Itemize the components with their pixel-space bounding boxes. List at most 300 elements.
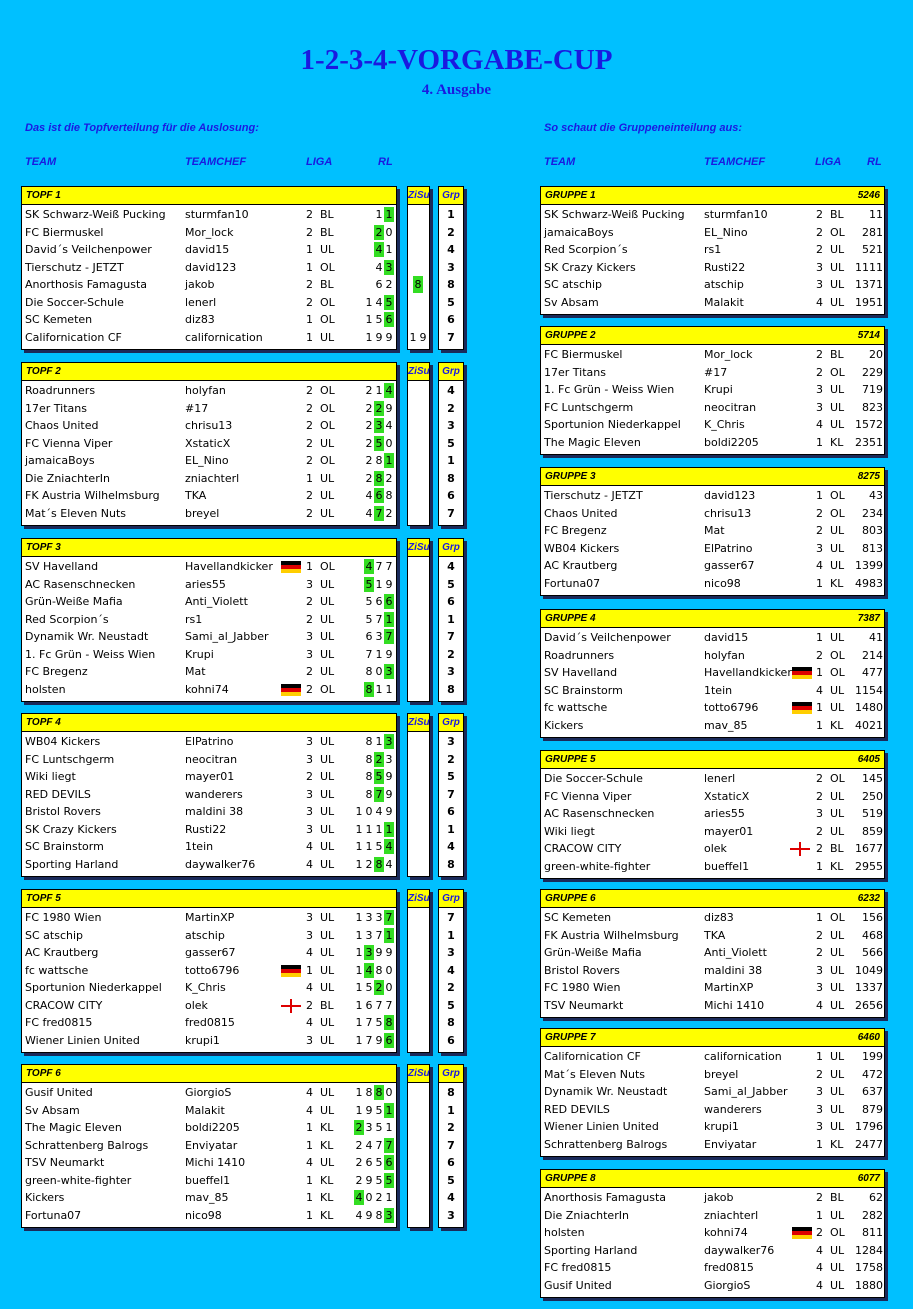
- rl-digit: 5: [375, 1156, 383, 1169]
- pot-rl-digits: [364, 417, 394, 434]
- group-rl-value: 1796: [855, 1120, 883, 1133]
- pot-teamchef: Krupi: [185, 647, 214, 661]
- group-liga-number: 1: [816, 489, 823, 502]
- pot-team-name: Roadrunners: [25, 384, 96, 397]
- group-team-name: Chaos United: [544, 506, 618, 520]
- zisu-header: ZiSu: [407, 713, 430, 732]
- group-name: GRUPPE 2: [545, 330, 596, 341]
- pot-team-name: holsten: [25, 682, 66, 696]
- pot-liga-level: UL: [320, 840, 335, 853]
- group-rl-value: 477: [862, 666, 883, 679]
- group-liga-level: UL: [830, 946, 845, 959]
- group-liga-number: 1: [816, 701, 823, 714]
- pot-rl-digits: [354, 927, 394, 944]
- pot-teamchef: TKA: [185, 489, 207, 502]
- pot-group-number: 7: [447, 1138, 455, 1152]
- grp-header: Grp: [438, 713, 464, 732]
- group-team-name: SC Brainstorm: [544, 683, 623, 697]
- pot-team-name: Tierschutz - JETZT: [25, 260, 124, 274]
- rl-digit: 7: [375, 1138, 383, 1152]
- group-teamchef: #17: [704, 365, 728, 379]
- pot-liga-level: UL: [320, 1103, 335, 1117]
- group-rl-value: 1758: [855, 1261, 883, 1274]
- pot-rl-digits: [354, 909, 394, 926]
- group-total: 6460: [857, 1032, 880, 1043]
- group-liga-level: UL: [830, 541, 845, 555]
- pot-group-number: 5: [447, 577, 455, 591]
- group-team-name: green-white-fighter: [544, 859, 651, 873]
- group-total: 6232: [857, 893, 880, 904]
- rl-digit: 1: [385, 612, 393, 626]
- rl-digit: 4: [365, 506, 373, 520]
- pot-teamchef: Michi 1410: [185, 1156, 246, 1169]
- pot-liga-level: UL: [320, 471, 335, 485]
- pot-rl-digits: [364, 786, 394, 803]
- group-team-name: 1. Fc Grün - Weiss Wien: [544, 383, 675, 396]
- rl-digit: 1: [355, 1086, 363, 1099]
- group-teamchef: david123: [704, 489, 756, 502]
- group-teamchef: aries55: [704, 807, 745, 820]
- rl-digit: 2: [375, 752, 383, 766]
- rl-digit: 3: [385, 1208, 393, 1222]
- pot-group-number: 1: [447, 822, 455, 836]
- rl-digit: 6: [365, 630, 373, 643]
- pot-liga-number: 3: [306, 822, 313, 836]
- rl-digit: 6: [385, 1033, 393, 1047]
- pot-liga-level: UL: [320, 822, 335, 836]
- rl-digit: 8: [365, 787, 373, 801]
- group-rl-value: 229: [862, 365, 883, 379]
- group-rl-value: 719: [862, 383, 883, 396]
- group-teamchef: bueffel1: [704, 859, 750, 873]
- pot-caption: Das ist die Topfverteilung für die Auslosung:: [25, 122, 259, 134]
- rl-digit: 9: [375, 946, 383, 959]
- group-liga-number: 3: [816, 963, 823, 977]
- group-rl-value: 2477: [855, 1137, 883, 1151]
- pot-rl-digits: [354, 1119, 394, 1136]
- rl-digit: 7: [385, 911, 393, 924]
- group-team-name: Californication CF: [544, 1050, 641, 1063]
- grp-header: Grp: [438, 186, 464, 205]
- pot-group-number: 3: [447, 946, 455, 959]
- group-rl-value: 1399: [855, 559, 883, 572]
- group-liga-level: BL: [830, 348, 844, 361]
- rl-digit: 8: [365, 735, 373, 748]
- pot-teamchef: breyel: [185, 506, 220, 520]
- pot-rl-digits: [354, 1014, 394, 1031]
- pot-teamchef: jakob: [185, 278, 215, 291]
- group-teamchef: Enviyatar: [704, 1137, 757, 1151]
- pot-team-name: Sportunion Niederkappel: [25, 981, 162, 994]
- group-teamchef: neocitran: [704, 400, 757, 414]
- pot-group-number: 4: [447, 560, 455, 573]
- group-rl-value: 803: [862, 524, 883, 537]
- germany-flag-icon: [281, 965, 301, 977]
- rl-digit: 9: [385, 330, 393, 344]
- rl-digit: 2: [375, 401, 383, 415]
- group-teamchef: jakob: [704, 1191, 734, 1204]
- group-teamchef: 1tein: [704, 683, 733, 697]
- group-team-name: holsten: [544, 1226, 585, 1239]
- group-rl-value: 234: [862, 506, 883, 520]
- group-liga-number: 2: [816, 208, 823, 221]
- pot-rl-digits: [364, 400, 394, 417]
- group-total: 7387: [857, 613, 880, 624]
- group-liga-level: UL: [830, 998, 845, 1012]
- zisu-header: ZiSu: [407, 362, 430, 381]
- group-liga-level: BL: [830, 208, 844, 221]
- group-liga-number: 1: [816, 911, 823, 924]
- pot-group-number: 3: [447, 665, 455, 678]
- pot-liga-number: 1: [306, 260, 313, 274]
- pot-liga-level: OL: [320, 260, 335, 274]
- pot-liga-number: 2: [306, 436, 313, 450]
- pot-liga-number: 3: [306, 752, 313, 766]
- col-header-rl: RL: [378, 156, 393, 168]
- pot-rl-digits: [354, 838, 394, 855]
- rl-digit: 1: [355, 1033, 363, 1047]
- group-teamchef: maldini 38: [704, 963, 763, 977]
- group-rl-value: 20: [869, 348, 883, 361]
- pot-teamchef: Sami_al_Jabber: [185, 630, 269, 643]
- rl-digit: 2: [375, 225, 383, 239]
- group-team-name: Red Scorpion´s: [544, 243, 628, 256]
- pot-teamchef: boldi2205: [185, 1121, 240, 1134]
- group-liga-number: 3: [816, 1102, 823, 1116]
- pot-team-name: FC fred0815: [25, 1016, 93, 1029]
- pot-teamchef: GiorgioS: [185, 1086, 232, 1099]
- rl-digit: 1: [385, 208, 393, 221]
- group-teamchef: olek: [704, 842, 727, 855]
- rl-digit: 2: [375, 1191, 383, 1204]
- rl-digit: 1: [355, 946, 363, 959]
- pot-liga-level: OL: [320, 419, 335, 432]
- pot-liga-level: UL: [320, 612, 335, 626]
- pot-rl-digits: [354, 1189, 394, 1206]
- rl-digit: 2: [355, 1173, 363, 1187]
- pot-teamchef: olek: [185, 998, 208, 1012]
- pot-liga-level: UL: [320, 770, 335, 783]
- pot-liga-number: 4: [306, 1016, 313, 1029]
- pot-liga-number: 1: [306, 1173, 313, 1187]
- group-teamchef: atschip: [704, 278, 744, 291]
- pot-teamchef: Mor_lock: [185, 225, 234, 239]
- pot-liga-number: 3: [306, 805, 313, 818]
- pot-team-name: Californication CF: [25, 330, 122, 344]
- pot-liga-level: UL: [320, 787, 335, 801]
- rl-digit: 6: [375, 489, 383, 502]
- pot-liga-number: 4: [306, 840, 313, 853]
- rl-digit: 1: [385, 243, 393, 256]
- rl-digit: 5: [375, 1016, 383, 1029]
- rl-digit: 5: [385, 1173, 393, 1187]
- rl-digit: 2: [365, 419, 373, 432]
- rl-digit: 1: [385, 454, 393, 467]
- rl-digit: 9: [385, 770, 393, 783]
- pot-teamchef: bueffel1: [185, 1173, 231, 1187]
- group-rl-value: 637: [862, 1085, 883, 1098]
- pot-teamchef: 1tein: [185, 840, 214, 853]
- pot-liga-number: 3: [306, 647, 313, 661]
- pot-group-number: 6: [447, 805, 455, 818]
- group-rl-value: 813: [862, 541, 883, 555]
- group-rl-value: 4021: [855, 718, 883, 732]
- rl-digit: 7: [375, 560, 383, 573]
- group-team-name: FC Luntschgerm: [544, 400, 634, 414]
- grp-header: Grp: [438, 538, 464, 557]
- rl-digit: 2: [385, 471, 393, 485]
- pot-team-name: AC Rasenschnecken: [25, 577, 136, 591]
- rl-digit: 7: [375, 928, 383, 942]
- rl-digit: 7: [375, 998, 383, 1012]
- pot-liga-number: 2: [306, 998, 313, 1012]
- pot-rl-digits: [364, 382, 394, 399]
- rl-digit: 7: [365, 647, 373, 661]
- rl-digit: 8: [375, 857, 383, 871]
- pot-liga-number: 2: [306, 489, 313, 502]
- rl-digit: 0: [385, 1086, 393, 1099]
- group-liga-level: UL: [830, 824, 845, 838]
- group-team-name: FK Austria Wilhelmsburg: [544, 928, 679, 942]
- group-header: [540, 467, 885, 486]
- pot-liga-level: UL: [320, 1156, 335, 1169]
- group-name: GRUPPE 1: [545, 190, 596, 201]
- group-liga-number: 1: [816, 859, 823, 873]
- rl-digit: 8: [385, 489, 393, 502]
- pot-group-number: 8: [447, 1086, 455, 1099]
- pot-liga-number: 3: [306, 630, 313, 643]
- pot-liga-number: 4: [306, 1156, 313, 1169]
- pot-team-name: TSV Neumarkt: [25, 1156, 105, 1169]
- group-teamchef: breyel: [704, 1067, 739, 1081]
- pot-team-name: FC 1980 Wien: [25, 911, 102, 924]
- rl-digit: 8: [365, 665, 373, 678]
- pot-group-number: 5: [447, 770, 455, 783]
- group-teamchef: zniachterl: [704, 1208, 759, 1222]
- group-team-name: WB04 Kickers: [544, 541, 620, 555]
- pot-rl-digits: [354, 1137, 394, 1154]
- rl-digit: 2: [355, 1156, 363, 1169]
- group-header: [540, 1028, 885, 1047]
- group-liga-number: 4: [816, 559, 823, 572]
- rl-digit: 4: [365, 560, 373, 573]
- group-liga-number: 3: [816, 1120, 823, 1133]
- group-rl-value: 2955: [855, 859, 883, 873]
- pot-header: TOPF 5: [21, 889, 397, 908]
- pot-teamchef: fred0815: [185, 1016, 235, 1029]
- group-team-name: CRACOW CITY: [544, 842, 622, 855]
- rl-digit: 3: [385, 752, 393, 766]
- group-teamchef: Michi 1410: [704, 998, 765, 1012]
- pot-teamchef: zniachterl: [185, 471, 240, 485]
- group-teamchef: boldi2205: [704, 435, 759, 449]
- rl-digit: 1: [375, 682, 383, 696]
- pot-rl-digits: [374, 276, 394, 293]
- rl-digit: 6: [365, 1156, 373, 1169]
- pot-liga-level: UL: [320, 981, 335, 994]
- group-liga-number: 4: [816, 1278, 823, 1292]
- pot-liga-level: OL: [320, 313, 335, 326]
- pot-liga-level: UL: [320, 928, 335, 942]
- rl-digit: 8: [375, 471, 383, 485]
- group-teamchef: diz83: [704, 911, 734, 924]
- pot-group-number: 6: [447, 489, 455, 502]
- group-liga-level: UL: [830, 807, 845, 820]
- pot-team-name: RED DEVILS: [25, 787, 91, 801]
- pot-group-number: 1: [447, 612, 455, 626]
- group-team-name: FC Bregenz: [544, 524, 607, 537]
- group-teamchef: Havellandkicker: [704, 666, 792, 679]
- rl-digit: 7: [365, 1016, 373, 1029]
- pot-group-number: 7: [447, 630, 455, 643]
- group-rl-value: 1480: [855, 701, 883, 714]
- pot-teamchef: Rusti22: [185, 822, 227, 836]
- pot-group-number: 8: [447, 682, 455, 696]
- pot-teamchef: maldini 38: [185, 805, 244, 818]
- pot-group-number: 3: [447, 419, 455, 432]
- pot-rl-digits: [364, 505, 394, 522]
- pot-rl-digits: [354, 944, 394, 961]
- pot-teamchef: K_Chris: [185, 981, 226, 994]
- group-liga-number: 3: [816, 278, 823, 291]
- pot-rl-digits: [364, 576, 394, 593]
- pot-teamchef: diz83: [185, 313, 215, 326]
- rl-digit: 1: [385, 1103, 393, 1117]
- group-liga-number: 1: [816, 576, 823, 590]
- rl-digit: 1: [365, 822, 373, 836]
- pot-rl-digits: [364, 646, 394, 663]
- rl-digit: 1: [355, 981, 363, 994]
- group-liga-level: UL: [830, 1102, 845, 1116]
- group-teamchef: krupi1: [704, 1120, 739, 1133]
- col-header-rl-right: RL: [867, 156, 882, 168]
- group-name: GRUPPE 3: [545, 471, 596, 482]
- group-rl-value: 145: [862, 772, 883, 785]
- pot-team-name: Grün-Weiße Mafia: [25, 595, 123, 608]
- germany-flag-icon: [281, 684, 301, 696]
- rl-digit: 1: [355, 928, 363, 942]
- pot-liga-number: 4: [306, 981, 313, 994]
- rl-digit: 1: [355, 840, 363, 853]
- pot-team-name: FK Austria Wilhelmsburg: [25, 489, 160, 502]
- pot-rl-digits: [354, 1084, 394, 1101]
- pot-teamchef: lenerl: [185, 295, 217, 309]
- pot-group-number: 2: [447, 647, 455, 661]
- rl-digit: 8: [375, 963, 383, 977]
- group-team-name: Tierschutz - JETZT: [544, 489, 643, 502]
- rl-digit: 0: [385, 225, 393, 239]
- rl-digit: 2: [385, 506, 393, 520]
- pot-header: TOPF 1: [21, 186, 397, 205]
- pot-rl-digits: [354, 1172, 394, 1189]
- group-header: [540, 326, 885, 345]
- group-liga-number: 2: [816, 365, 823, 379]
- pot-group-number: 8: [447, 1016, 455, 1029]
- pot-teamchef: gasser67: [185, 946, 236, 959]
- pot-group-number: 4: [447, 963, 455, 977]
- group-liga-level: OL: [830, 489, 845, 502]
- rl-digit: 1: [385, 682, 393, 696]
- group-rl-value: 468: [862, 928, 883, 942]
- group-team-name: Mat´s Eleven Nuts: [544, 1067, 646, 1081]
- group-liga-number: 3: [816, 981, 823, 994]
- page-subtitle: 4. Ausgabe: [421, 82, 492, 98]
- zisu-column: [407, 889, 430, 1053]
- group-team-name: Roadrunners: [544, 648, 615, 662]
- pot-liga-level: OL: [320, 384, 335, 397]
- pot-liga-level: UL: [320, 489, 335, 502]
- rl-digit: 9: [365, 1208, 373, 1222]
- rl-digit: 4: [365, 1138, 373, 1152]
- group-team-name: 17er Titans: [544, 365, 606, 379]
- pot-liga-level: UL: [320, 665, 335, 678]
- group-liga-level: UL: [830, 1067, 845, 1081]
- rl-digit: 8: [365, 682, 373, 696]
- group-liga-number: 2: [816, 1191, 823, 1204]
- group-teamchef: sturmfan10: [704, 208, 768, 221]
- pot-group-number: 6: [447, 313, 455, 326]
- rl-digit: 8: [375, 454, 383, 467]
- pot-liga-number: 3: [306, 911, 313, 924]
- group-teamchef: fred0815: [704, 1261, 754, 1274]
- rl-digit: 1: [355, 822, 363, 836]
- group-total: 6077: [857, 1173, 880, 1184]
- pot-rl-digits: [354, 962, 394, 979]
- pot-liga-level: UL: [320, 595, 335, 608]
- group-rl-value: 1111: [855, 260, 883, 274]
- group-rl-value: 281: [862, 225, 883, 239]
- rl-digit: 8: [365, 770, 373, 783]
- group-liga-level: KL: [830, 718, 844, 732]
- group-team-name: SK Crazy Kickers: [544, 260, 636, 274]
- pot-teamchef: mayer01: [185, 770, 235, 783]
- pot-liga-level: UL: [320, 857, 335, 871]
- pot-liga-number: 2: [306, 506, 313, 520]
- rl-digit: 1: [365, 295, 373, 309]
- pot-liga-number: 3: [306, 577, 313, 591]
- pot-teamchef: EL_Nino: [185, 454, 229, 467]
- zisu-digit: 9: [419, 330, 427, 344]
- group-liga-number: 2: [816, 1226, 823, 1239]
- pot-liga-level: KL: [320, 1138, 334, 1152]
- pot-rl-digits: [364, 452, 394, 469]
- pot-teamchef: XstaticX: [185, 436, 231, 450]
- pot-liga-number: 2: [306, 208, 313, 221]
- rl-digit: 5: [375, 840, 383, 853]
- group-teamchef: MartinXP: [704, 981, 754, 994]
- rl-digit: 1: [355, 805, 363, 818]
- group-rl-value: 823: [862, 400, 883, 414]
- group-liga-level: OL: [830, 1226, 845, 1239]
- rl-digit: 8: [375, 1208, 383, 1222]
- pot-group-number: 6: [447, 1156, 455, 1169]
- group-liga-level: OL: [830, 648, 845, 662]
- rl-digit: 2: [365, 436, 373, 450]
- rl-digit: 1: [375, 577, 383, 591]
- group-liga-level: UL: [830, 1120, 845, 1133]
- group-team-name: Schrattenberg Balrogs: [544, 1137, 668, 1151]
- group-rl-value: 156: [862, 911, 883, 924]
- rl-digit: 1: [355, 1016, 363, 1029]
- pot-teamchef: chrisu13: [185, 419, 233, 432]
- pot-rl-digits: [364, 558, 394, 575]
- rl-digit: 5: [365, 981, 373, 994]
- group-liga-level: KL: [830, 435, 844, 449]
- rl-digit: 3: [375, 419, 383, 432]
- pot-team-name: SC atschip: [25, 928, 84, 942]
- pot-group-number: 2: [447, 401, 455, 415]
- germany-flag-icon: [792, 667, 812, 679]
